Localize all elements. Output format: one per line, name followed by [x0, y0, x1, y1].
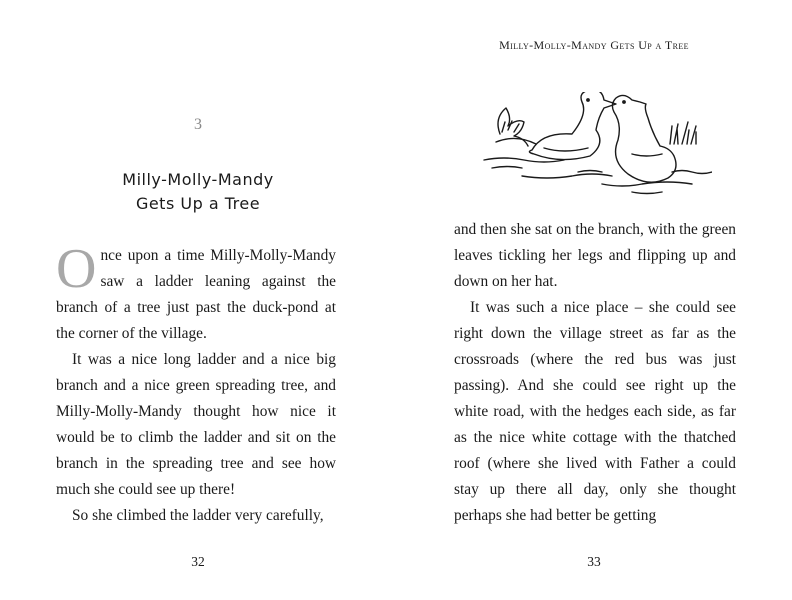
paragraph-1: and then she sat on the branch, with the green leaves tickling her legs and flipping up and down on her hat.: [454, 221, 736, 290]
paragraph-2: It was such a nice place – she could see right down the village street as far as the crossroads (where the red bus was just passing). And she could see right up the white road, with the hedges each side, as far as the nice white cottage with the thatched roof (where she lived with Father a could stay up there all day, only she thought perhaps she had better be getting: [454, 299, 736, 524]
paragraph-3: So she climbed the ladder very carefully,: [72, 507, 324, 524]
chapter-number: 3: [194, 116, 202, 133]
right-page: [396, 0, 792, 600]
chapter-title-line2: Gets Up a Tree: [135, 194, 261, 213]
ducks-illustration-icon: [482, 92, 712, 200]
page-number-left: 32: [191, 554, 205, 569]
running-head: Milly-Molly-Mandy Gets Up a Tree: [499, 38, 689, 52]
chapter-title-line1: Milly-Molly-Mandy: [122, 170, 274, 189]
right-body-text: [454, 217, 736, 529]
paragraph-2: It was a nice long ladder and a nice big branch and a nice green spreading tree, and Milly-Molly-Mandy thought how nice it would be to climb the ladder and sit on the branch in the spreading tree and see how much she could see up there!: [56, 351, 336, 498]
paragraph-1: [56, 238, 336, 347]
left-body-text: [56, 238, 336, 529]
drop-cap: O: [56, 238, 97, 300]
paragraph-1-text: nce upon a time Milly-Molly-Mandy saw a ladder leaning against the branch of a tree just past the duck-pond at the corner of the village.: [56, 247, 336, 342]
page-number-right: 33: [587, 554, 601, 569]
